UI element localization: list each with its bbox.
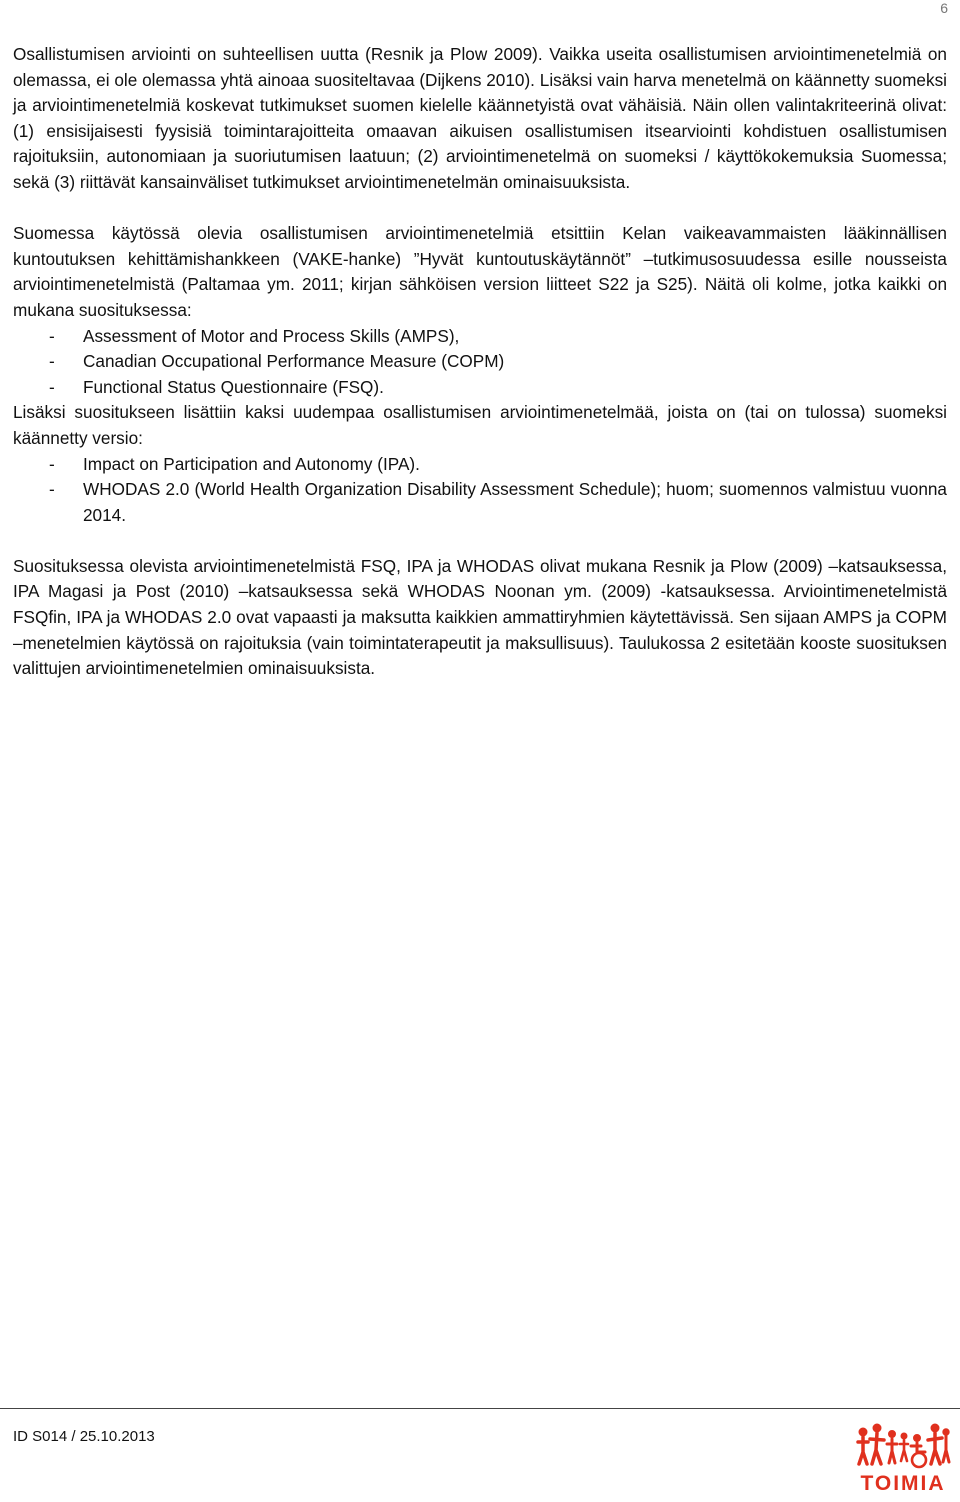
list-dash: - xyxy=(49,453,55,474)
method-list-existing xyxy=(13,324,947,401)
paragraph-spacer xyxy=(13,528,947,554)
paragraph-spacer xyxy=(13,196,947,222)
list-item-text: Impact on Participation and Autonomy (IPA). xyxy=(83,453,420,474)
list-dash: - xyxy=(49,479,55,500)
list-item xyxy=(13,324,947,350)
page-number: 6 xyxy=(940,0,948,16)
footer-divider xyxy=(0,1408,960,1409)
method-list-added xyxy=(13,452,947,529)
paragraph-selection-criteria: Osallistumisen arviointi on suhteellisen uutta (Resnik ja Plow 2009). Vaikka useita osallistumisen arviointimenetelmiä on olemassa, ei ole olemassa yhtä ainoaa suositeltavaa (Dijkens 2010). Lisäksi vain harva menetelmä on käännetty suomeksi ja arviointimenetelmiä koskevat tutkimukset suomen kielelle käännetyistä ovat vähäisiä. Näin ollen valintakriteerinä olivat: (1) ensisijaisesti fyysisiä toimintarajoitteita omaavan aikuisen osallistumisen itsearviointi kohdistuen osallistumisen rajoituksiin, autonomiaan ja suoriutumisen laatuun; (2) arviointimenetelmä on suomeksi / käyttökokemuksia Suomessa; sekä (3) riittävät kansainväliset tutkimukset arviointimenetelmän ominaisuuksista. xyxy=(13,44,947,192)
paragraph-reviews-summary: Suosituksessa olevista arviointimenetelmistä FSQ, IPA ja WHODAS olivat mukana Resnik ja Plow (2009) –katsauksessa, IPA Magasi ja Post (2010) –katsauksessa sekä WHODAS Noonan ym. (2009) -katsauksessa. Arviointimenetelmistä FSQfin, IPA ja WHODAS 2.0 ovat vapaasti ja maksutta kaikkien ammattiryhmien käytettävissä. Sen sijaan AMPS ja COPM –menetelmien käytössä on rajoituksia (vain toimintaterapeutit ja maksullisuus). Taulukossa 2 esitetään kooste suosituksen valittujen arviointimenetelmien ominaisuuksista. xyxy=(13,555,947,679)
document-body xyxy=(13,42,947,682)
paragraph-additional-methods: Lisäksi suositukseen lisättiin kaksi uudempaa osallistumisen arviointimenetelmää, joista on (tai on tulossa) suomeksi käännetty versio: xyxy=(13,402,947,448)
document-id: ID S014 / 25.10.2013 xyxy=(13,1428,155,1445)
list-dash: - xyxy=(49,325,55,346)
list-item xyxy=(13,375,947,401)
list-item xyxy=(13,349,947,375)
list-item xyxy=(13,477,947,528)
list-dash: - xyxy=(49,376,55,397)
list-item-text: WHODAS 2.0 (World Health Organization Disability Assessment Schedule); huom; suomennos valmistuu vuonna 2014. xyxy=(83,479,947,525)
toimia-logo xyxy=(855,1418,951,1498)
paragraph-finnish-methods: Suomessa käytössä olevia osallistumisen arviointimenetelmiä etsittiin Kelan vaikeavammaisten lääkinnällisen kuntoutuksen kehittämishankkeen (VAKE-hanke) ”Hyvät kuntoutuskäytännöt” –tutkimusosuudessa esille nousseista arviointimenetelmistä (Paltamaa ym. 2011; kirjan sähköisen version liitteet S22 ja S25). Näitä oli kolme, jotka kaikki on mukana suosituksessa: xyxy=(13,223,947,320)
logo-wordmark: TOIMIA xyxy=(860,1472,946,1495)
list-item-text: Canadian Occupational Performance Measure (COPM) xyxy=(83,351,505,372)
list-item-text: Assessment of Motor and Process Skills (AMPS), xyxy=(83,325,460,346)
list-item-text: Functional Status Questionnaire (FSQ). xyxy=(83,376,384,397)
list-dash: - xyxy=(49,351,55,372)
list-item xyxy=(13,452,947,478)
people-figures-icon xyxy=(855,1418,951,1470)
